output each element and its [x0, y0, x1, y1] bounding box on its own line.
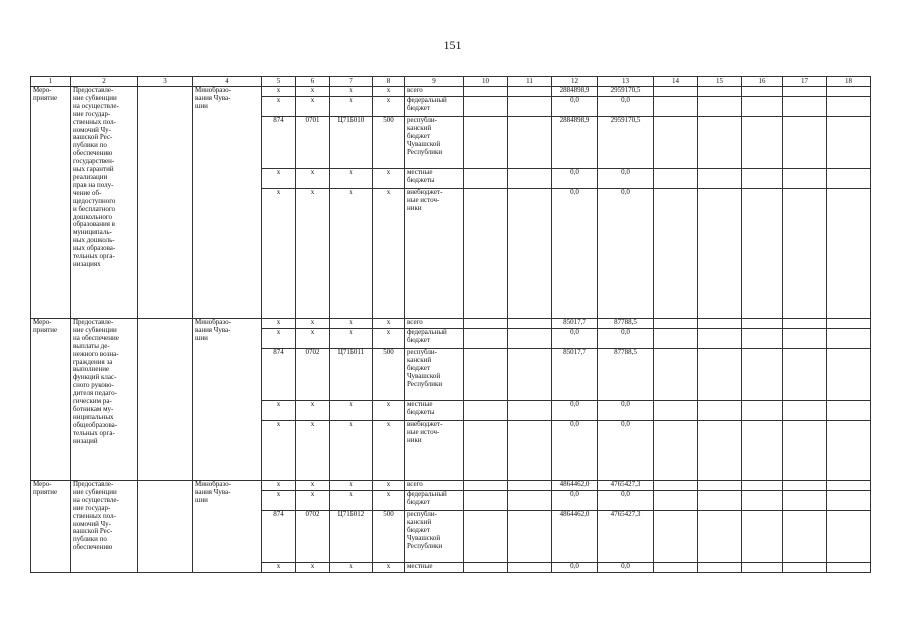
column-number-11: 11: [508, 77, 552, 87]
funding-source-cell: федеральный бюджет: [405, 329, 464, 349]
col-18-cell: [827, 319, 871, 329]
section-code-cell: х: [296, 491, 330, 511]
section-code-cell: х: [296, 169, 330, 189]
column-number-18: 18: [827, 77, 871, 87]
expense-type-cell: х: [373, 189, 405, 319]
activity-kind-cell: Меро- приятие: [31, 319, 71, 481]
col-11-cell: [508, 511, 552, 563]
col-16-cell: [742, 511, 783, 563]
activity-title-cell: Предоставле- ние субвенции на обеспечение выплаты де- нежного возна- граждения за выполнение функций клас- сного руково- дителя педаго- гическим ра- ботникам му- ниципальных общеобразова- тельных орга- низаций: [71, 319, 138, 481]
target-article-cell: Ц71Б011: [330, 349, 373, 401]
section-code-cell: 0702: [296, 349, 330, 401]
col-10-cell: [464, 511, 508, 563]
expense-type-cell: х: [373, 169, 405, 189]
col-18-cell: [827, 189, 871, 319]
col-16-cell: [742, 189, 783, 319]
target-article-cell: х: [330, 189, 373, 319]
value-col-12: 85017,7: [552, 349, 598, 401]
target-article-cell: х: [330, 169, 373, 189]
col-10-cell: [464, 117, 508, 169]
col-11-cell: [508, 349, 552, 401]
col-18-cell: [827, 491, 871, 511]
gr-code-cell: х: [262, 563, 296, 573]
column-number-row: [31, 77, 871, 87]
value-col-13: 0,0: [598, 189, 654, 319]
column-number-14: 14: [654, 77, 698, 87]
col-17-cell: [783, 117, 827, 169]
page-number: 151: [443, 38, 462, 52]
col-17-cell: [783, 189, 827, 319]
col-16-cell: [742, 319, 783, 329]
col-16-cell: [742, 169, 783, 189]
gr-code-cell: 874: [262, 511, 296, 563]
col-15-cell: [698, 401, 742, 421]
section-code-cell: х: [296, 189, 330, 319]
col-16-cell: [742, 563, 783, 573]
section-code-cell: х: [296, 401, 330, 421]
funding-source-cell: внебюджет- ные источ- ники: [405, 189, 464, 319]
value-col-12: 0,0: [552, 329, 598, 349]
gr-code-cell: х: [262, 87, 296, 97]
section-code-cell: х: [296, 329, 330, 349]
col-11-cell: [508, 563, 552, 573]
empty-col-3: [138, 319, 193, 481]
gr-code-cell: х: [262, 319, 296, 329]
col-18-cell: [827, 511, 871, 563]
column-number-15: 15: [698, 77, 742, 87]
col-11-cell: [508, 491, 552, 511]
col-14-cell: [654, 481, 698, 491]
section-code-cell: х: [296, 481, 330, 491]
value-col-13: 87788,5: [598, 349, 654, 401]
col-14-cell: [654, 511, 698, 563]
value-col-13: 4765427,3: [598, 481, 654, 491]
value-col-13: 0,0: [598, 329, 654, 349]
funding-source-cell: всего: [405, 319, 464, 329]
value-col-13: 0,0: [598, 491, 654, 511]
col-11-cell: [508, 481, 552, 491]
expense-type-cell: х: [373, 401, 405, 421]
funding-source-cell: местные бюджеты: [405, 401, 464, 421]
col-10-cell: [464, 491, 508, 511]
col-17-cell: [783, 481, 827, 491]
col-15-cell: [698, 87, 742, 97]
col-15-cell: [698, 169, 742, 189]
table-row: [31, 319, 871, 329]
col-18-cell: [827, 169, 871, 189]
expense-type-cell: х: [373, 97, 405, 117]
activity-kind-cell: Меро- приятие: [31, 87, 71, 319]
column-number-9: 9: [405, 77, 464, 87]
section-code-cell: х: [296, 563, 330, 573]
activity-title-cell: Предоставле- ние субвенции на осуществле- ние государ- ственных пол- номочий Чу- вашской Рес- публики по обеспечению: [71, 481, 138, 573]
column-number-3: 3: [138, 77, 193, 87]
target-article-cell: Ц71Б012: [330, 511, 373, 563]
col-16-cell: [742, 401, 783, 421]
col-17-cell: [783, 87, 827, 97]
col-15-cell: [698, 97, 742, 117]
funding-source-cell: федеральный бюджет: [405, 491, 464, 511]
gr-code-cell: х: [262, 189, 296, 319]
col-15-cell: [698, 189, 742, 319]
col-10-cell: [464, 329, 508, 349]
expense-type-cell: х: [373, 329, 405, 349]
gr-code-cell: х: [262, 481, 296, 491]
col-16-cell: [742, 421, 783, 481]
value-col-13: 0,0: [598, 97, 654, 117]
col-15-cell: [698, 349, 742, 401]
col-10-cell: [464, 401, 508, 421]
funding-source-cell: местные бюджеты: [405, 169, 464, 189]
activity-kind-cell: Меро- приятие: [31, 481, 71, 573]
value-col-12: 2884898,9: [552, 117, 598, 169]
col-17-cell: [783, 329, 827, 349]
gr-code-cell: 874: [262, 117, 296, 169]
table-row: [31, 481, 871, 491]
expense-type-cell: х: [373, 491, 405, 511]
value-col-13: 0,0: [598, 169, 654, 189]
funding-source-cell: республи- канский бюджет Чувашской Республики: [405, 117, 464, 169]
col-18-cell: [827, 87, 871, 97]
section-code-cell: 0702: [296, 511, 330, 563]
value-col-13: 87788,5: [598, 319, 654, 329]
col-11-cell: [508, 319, 552, 329]
col-10-cell: [464, 319, 508, 329]
value-col-12: 0,0: [552, 563, 598, 573]
col-15-cell: [698, 421, 742, 481]
column-number-4: 4: [193, 77, 262, 87]
col-11-cell: [508, 87, 552, 97]
target-article-cell: х: [330, 481, 373, 491]
col-14-cell: [654, 87, 698, 97]
executor-cell: Минобразо- вания Чува- шии: [193, 319, 262, 481]
col-10-cell: [464, 481, 508, 491]
target-article-cell: х: [330, 319, 373, 329]
executor-cell: Минобразо- вания Чува- шии: [193, 481, 262, 573]
col-17-cell: [783, 563, 827, 573]
empty-col-3: [138, 87, 193, 319]
target-article-cell: х: [330, 401, 373, 421]
col-10-cell: [464, 349, 508, 401]
funding-source-cell: внебюджет- ные источ- ники: [405, 421, 464, 481]
value-col-13: 0,0: [598, 563, 654, 573]
column-number-12: 12: [552, 77, 598, 87]
col-14-cell: [654, 329, 698, 349]
expense-type-cell: 500: [373, 349, 405, 401]
value-col-12: 0,0: [552, 97, 598, 117]
budget-table: [30, 76, 871, 573]
expense-type-cell: х: [373, 87, 405, 97]
col-10-cell: [464, 421, 508, 481]
value-col-12: 0,0: [552, 491, 598, 511]
target-article-cell: х: [330, 87, 373, 97]
column-number-2: 2: [71, 77, 138, 87]
expense-type-cell: х: [373, 319, 405, 329]
col-15-cell: [698, 117, 742, 169]
empty-col-3: [138, 481, 193, 573]
col-11-cell: [508, 401, 552, 421]
gr-code-cell: х: [262, 401, 296, 421]
value-col-13: 4765427,3: [598, 511, 654, 563]
col-17-cell: [783, 319, 827, 329]
column-number-6: 6: [296, 77, 330, 87]
section-code-cell: 0701: [296, 117, 330, 169]
col-17-cell: [783, 491, 827, 511]
col-17-cell: [783, 511, 827, 563]
target-article-cell: х: [330, 491, 373, 511]
value-col-12: 2884898,9: [552, 87, 598, 97]
activity-title-cell: Предоставле- ние субвенции на осуществле- ние государ- ственных пол- номочий Чу- вашской Рес- публики по обеспечению государствен- ных гарантий реализации прав на полу- чение об- щедоступного и бесплатного дошкольного образования в муниципаль- ных дошколь- ных образова- тельных орга- низациях: [71, 87, 138, 319]
col-11-cell: [508, 117, 552, 169]
expense-type-cell: 500: [373, 511, 405, 563]
col-18-cell: [827, 329, 871, 349]
col-10-cell: [464, 563, 508, 573]
col-15-cell: [698, 511, 742, 563]
col-11-cell: [508, 421, 552, 481]
col-15-cell: [698, 491, 742, 511]
col-14-cell: [654, 401, 698, 421]
value-col-12: 4864462,0: [552, 481, 598, 491]
target-article-cell: Ц71Б010: [330, 117, 373, 169]
col-15-cell: [698, 329, 742, 349]
funding-source-cell: всего: [405, 481, 464, 491]
col-17-cell: [783, 349, 827, 401]
column-number-1: 1: [31, 77, 71, 87]
col-16-cell: [742, 97, 783, 117]
col-16-cell: [742, 349, 783, 401]
target-article-cell: х: [330, 329, 373, 349]
col-18-cell: [827, 349, 871, 401]
gr-code-cell: х: [262, 169, 296, 189]
value-col-13: 0,0: [598, 401, 654, 421]
target-article-cell: х: [330, 97, 373, 117]
funding-source-cell: всего: [405, 87, 464, 97]
funding-source-cell: республи- канский бюджет Чувашской Республики: [405, 511, 464, 563]
col-10-cell: [464, 189, 508, 319]
section-code-cell: х: [296, 421, 330, 481]
col-16-cell: [742, 481, 783, 491]
value-col-13: 2959170,5: [598, 87, 654, 97]
col-11-cell: [508, 97, 552, 117]
value-col-12: 0,0: [552, 189, 598, 319]
funding-source-cell: федеральный бюджет: [405, 97, 464, 117]
col-18-cell: [827, 481, 871, 491]
section-code-cell: х: [296, 319, 330, 329]
value-col-13: 0,0: [598, 421, 654, 481]
col-18-cell: [827, 563, 871, 573]
col-18-cell: [827, 401, 871, 421]
col-14-cell: [654, 319, 698, 329]
col-16-cell: [742, 329, 783, 349]
column-number-13: 13: [598, 77, 654, 87]
col-14-cell: [654, 421, 698, 481]
column-number-17: 17: [783, 77, 827, 87]
funding-source-cell: местные: [405, 563, 464, 573]
col-17-cell: [783, 97, 827, 117]
value-col-12: 4864462,0: [552, 511, 598, 563]
col-11-cell: [508, 329, 552, 349]
col-16-cell: [742, 117, 783, 169]
gr-code-cell: 874: [262, 349, 296, 401]
expense-type-cell: 500: [373, 117, 405, 169]
funding-source-cell: республи- канский бюджет Чувашской Республики: [405, 349, 464, 401]
executor-cell: Минобразо- вания Чува- шии: [193, 87, 262, 319]
gr-code-cell: х: [262, 329, 296, 349]
value-col-13: 2959170,5: [598, 117, 654, 169]
col-14-cell: [654, 169, 698, 189]
value-col-12: 0,0: [552, 421, 598, 481]
value-col-12: 0,0: [552, 169, 598, 189]
col-10-cell: [464, 97, 508, 117]
col-14-cell: [654, 189, 698, 319]
column-number-7: 7: [330, 77, 373, 87]
col-18-cell: [827, 117, 871, 169]
col-15-cell: [698, 563, 742, 573]
col-17-cell: [783, 401, 827, 421]
table-row: [31, 87, 871, 97]
col-14-cell: [654, 491, 698, 511]
value-col-12: 0,0: [552, 401, 598, 421]
col-11-cell: [508, 189, 552, 319]
col-15-cell: [698, 481, 742, 491]
gr-code-cell: х: [262, 421, 296, 481]
col-16-cell: [742, 87, 783, 97]
target-article-cell: х: [330, 563, 373, 573]
expense-type-cell: х: [373, 481, 405, 491]
col-11-cell: [508, 169, 552, 189]
column-number-16: 16: [742, 77, 783, 87]
column-number-10: 10: [464, 77, 508, 87]
col-14-cell: [654, 349, 698, 401]
column-number-8: 8: [373, 77, 405, 87]
col-14-cell: [654, 97, 698, 117]
expense-type-cell: х: [373, 421, 405, 481]
column-number-5: 5: [262, 77, 296, 87]
target-article-cell: х: [330, 421, 373, 481]
section-code-cell: х: [296, 87, 330, 97]
col-15-cell: [698, 319, 742, 329]
col-17-cell: [783, 421, 827, 481]
col-14-cell: [654, 117, 698, 169]
gr-code-cell: х: [262, 97, 296, 117]
col-14-cell: [654, 563, 698, 573]
value-col-12: 85017,7: [552, 319, 598, 329]
col-17-cell: [783, 169, 827, 189]
col-10-cell: [464, 87, 508, 97]
col-16-cell: [742, 491, 783, 511]
col-18-cell: [827, 97, 871, 117]
col-10-cell: [464, 169, 508, 189]
section-code-cell: х: [296, 97, 330, 117]
expense-type-cell: х: [373, 563, 405, 573]
col-18-cell: [827, 421, 871, 481]
gr-code-cell: х: [262, 491, 296, 511]
